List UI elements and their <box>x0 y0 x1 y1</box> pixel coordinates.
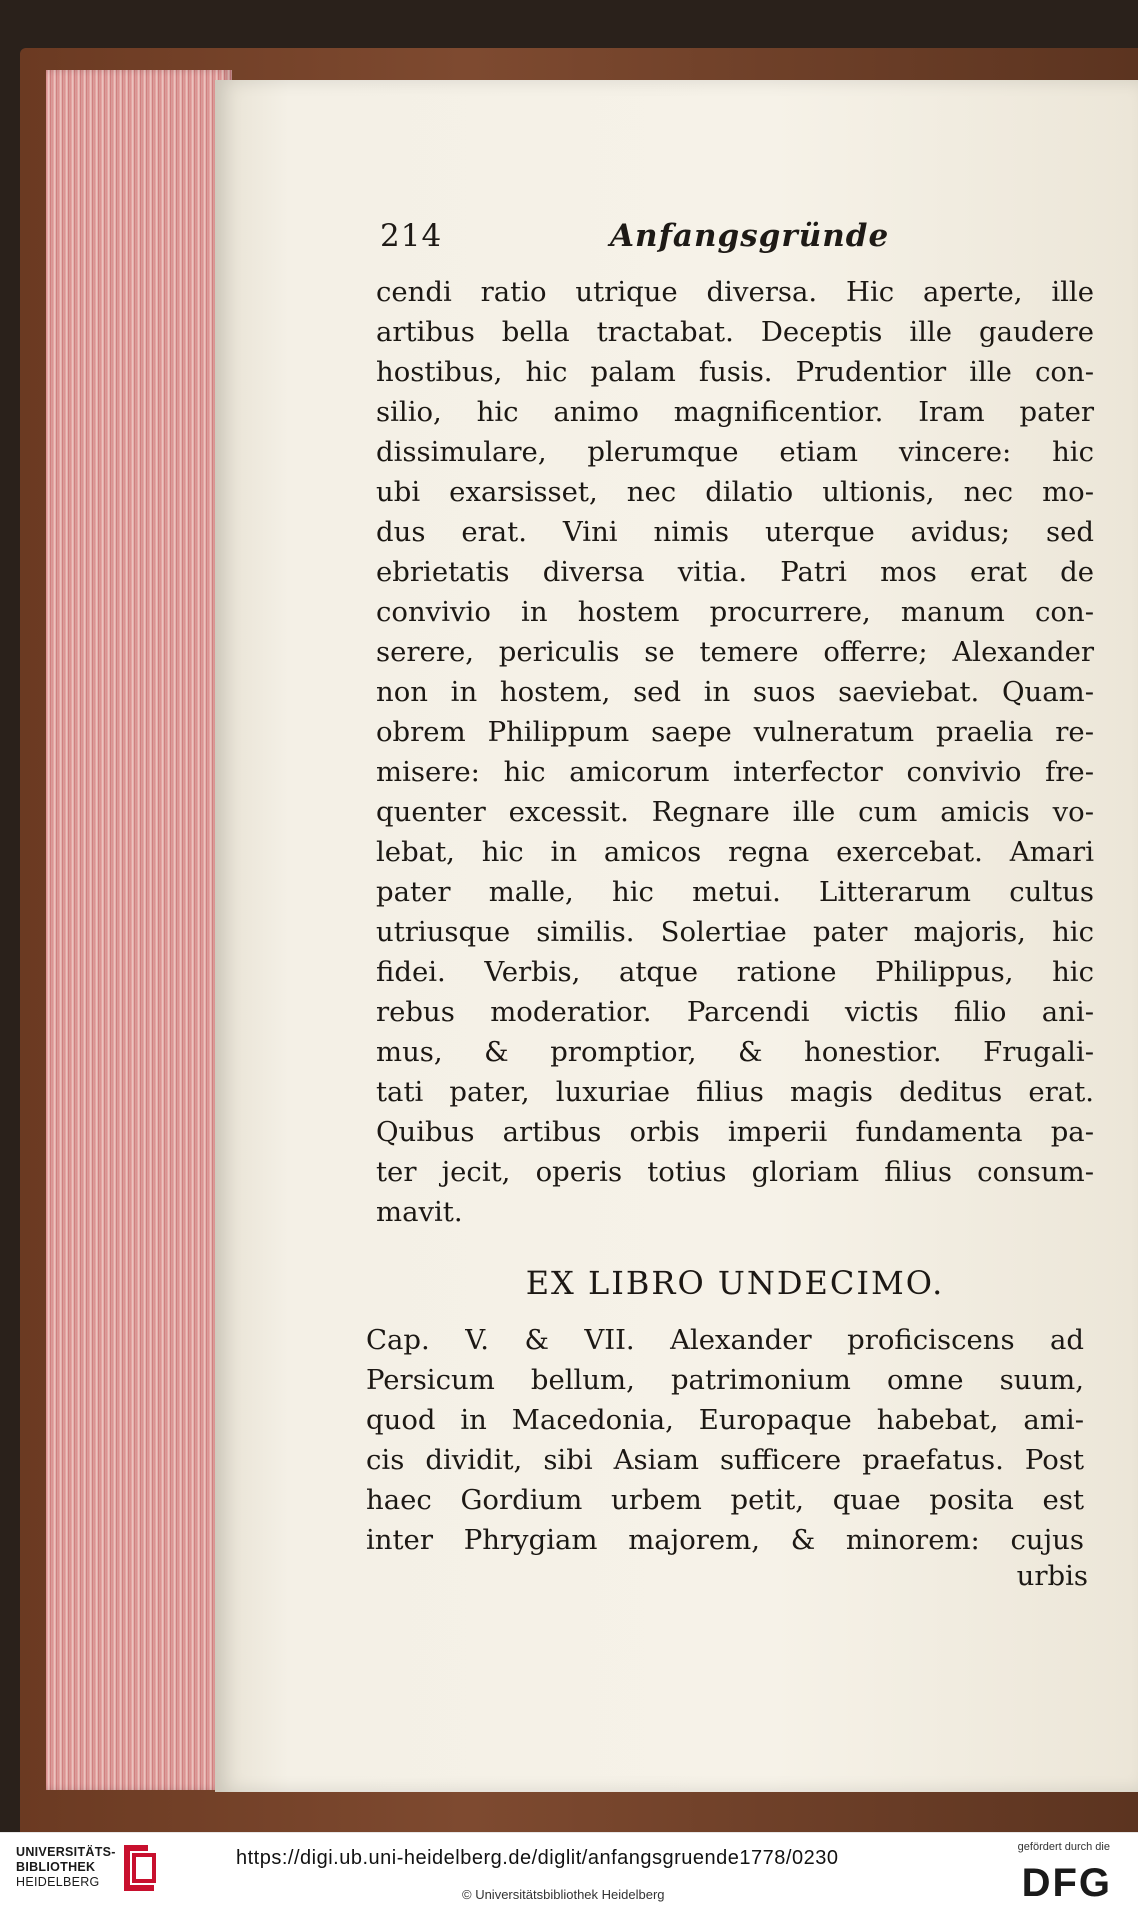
text-line: ebrietatis diversa vitia. Patri mos erat de <box>376 556 1094 588</box>
text-line: dus erat. Vini nimis uterque avidus; sed <box>376 516 1094 548</box>
text-line: silio, hic animo magnificentior. Iram pater <box>376 396 1094 428</box>
text-line: convivio in hostem procurrere, manum con- <box>376 596 1094 628</box>
text-line: ubi exarsisset, nec dilatio ultionis, nec mo- <box>376 476 1094 508</box>
section-heading: EX LIBRO UNDECIMO. <box>525 1264 945 1302</box>
funded-by-label: gefördert durch die <box>1017 1841 1110 1853</box>
library-name-line3: HEIDELBERG <box>16 1875 100 1889</box>
page-header <box>380 218 890 262</box>
text-line: pater malle, hic metui. Litterarum cultus <box>376 876 1094 908</box>
text-line: fidei. Verbis, atque ratione Philippus, hic <box>376 956 1094 988</box>
text-line: mavit. <box>376 1196 463 1228</box>
text-line: quenter excessit. Regnare ille cum amicis vo- <box>376 796 1094 828</box>
text-line: misere: hic amicorum interfector convivio fre- <box>376 756 1094 788</box>
text-line: inter Phrygiam majorem, & minorem: cujus <box>366 1524 1084 1556</box>
copyright-notice: © Universitätsbibliothek Heidelberg <box>462 1887 665 1902</box>
text-line: utriusque similis. Solertiae pater majoris, hic <box>376 916 1094 948</box>
page-edges <box>46 70 232 1790</box>
text-line: mus, & promptior, & honestior. Frugali- <box>376 1036 1094 1068</box>
text-line: ter jecit, operis totius gloriam filius consum- <box>376 1156 1094 1188</box>
text-line: Cap. V. & VII. Alexander proficiscens ad <box>366 1324 1084 1356</box>
text-line: obrem Philippum saepe vulneratum praelia re- <box>376 716 1094 748</box>
text-line: haec Gordium urbem petit, quae posita est <box>366 1484 1084 1516</box>
text-line: artibus bella tractabat. Deceptis ille gaudere <box>376 316 1094 348</box>
dfg-logo[interactable]: DFG <box>1021 1861 1112 1905</box>
text-line: cis dividit, sibi Asiam sufficere praefatus. Post <box>366 1444 1084 1476</box>
text-line: non in hostem, sed in suos saeviebat. Quam- <box>376 676 1094 708</box>
text-line: cendi ratio utrique diversa. Hic aperte, ille <box>376 276 1094 308</box>
library-name-line2: BIBLIOTHEK <box>16 1860 96 1874</box>
text-line: dissimulare, plerumque etiam vincere: hic <box>376 436 1094 468</box>
text-line: serere, periculis se temere offerre; Alexander <box>376 636 1094 668</box>
text-line: tati pater, luxuriae filius magis deditus erat. <box>376 1076 1094 1108</box>
text-line: hostibus, hic palam fusis. Prudentior ille con- <box>376 356 1094 388</box>
body-text-continued <box>366 1320 1084 1560</box>
footer-bar <box>0 1832 1138 1913</box>
page-number: 214 <box>380 218 443 254</box>
catchword: urbis <box>1016 1560 1088 1592</box>
text-line: Persicum bellum, patrimonium omne suum, <box>366 1364 1084 1396</box>
text-line: rebus moderatior. Parcendi victis filio ani- <box>376 996 1094 1028</box>
running-head: Anfangsgründe <box>610 218 890 254</box>
ub-heidelberg-logo-icon <box>118 1841 160 1893</box>
body-text <box>376 272 1094 1232</box>
permalink-url[interactable]: https://digi.ub.uni-heidelberg.de/diglit/anfangsgruende1778/0230 <box>236 1847 839 1869</box>
library-logo-text[interactable] <box>16 1845 116 1890</box>
text-line: quod in Macedonia, Europaque habebat, ami- <box>366 1404 1084 1436</box>
text-line: lebat, hic in amicos regna exercebat. Amari <box>376 836 1094 868</box>
library-name-line1: UNIVERSITÄTS- <box>16 1845 116 1859</box>
text-line: Quibus artibus orbis imperii fundamenta pa- <box>376 1116 1094 1148</box>
